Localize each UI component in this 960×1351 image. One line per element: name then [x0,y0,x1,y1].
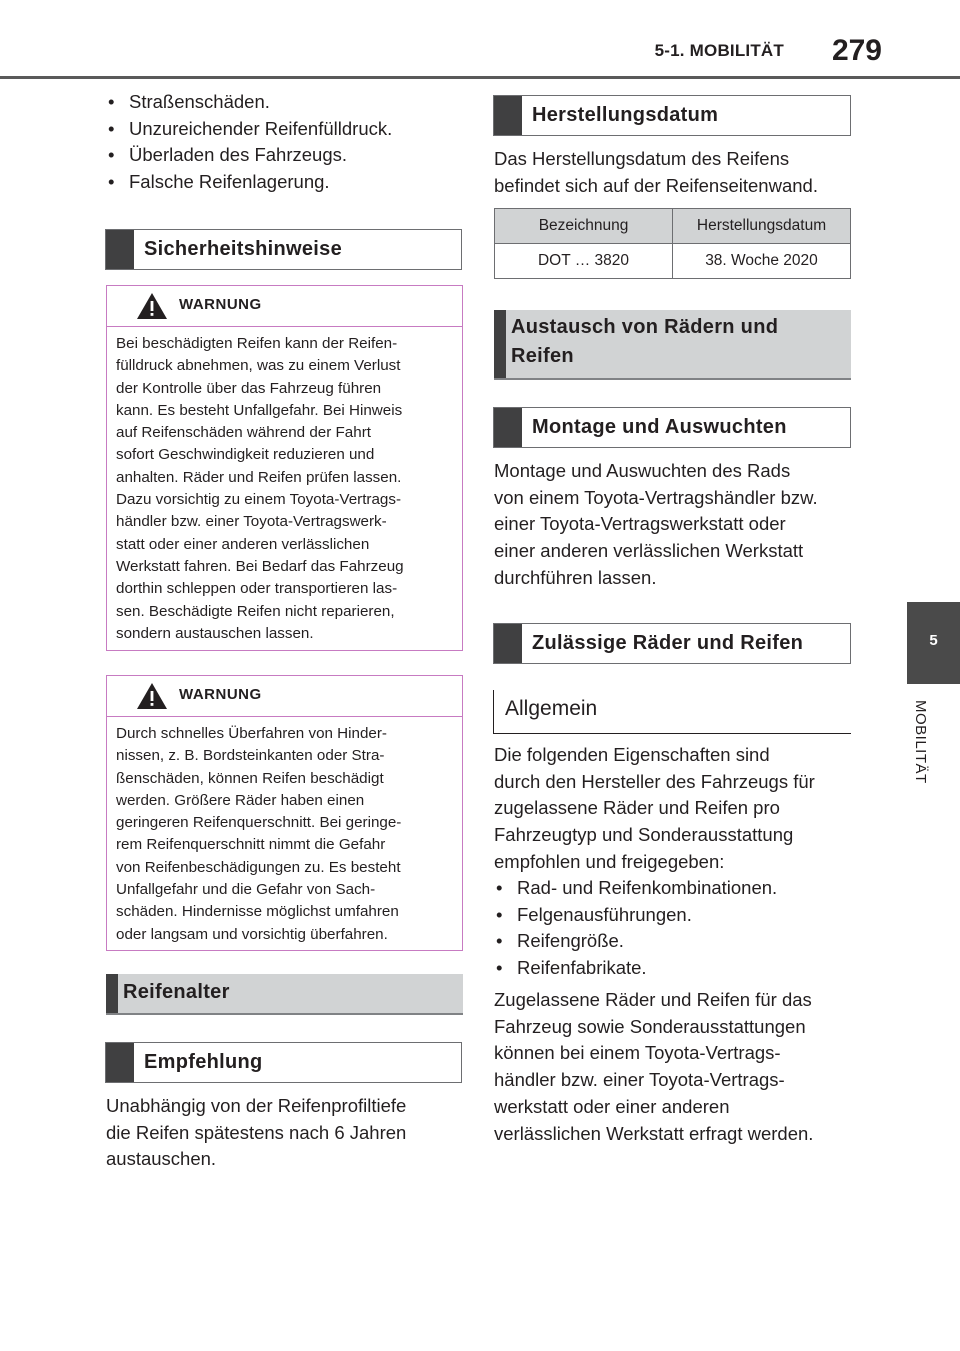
heading-bar [494,96,522,135]
list-item: • Überladen des Fahrzeugs. [102,142,462,169]
heading-bar [494,310,506,378]
text-line: ßenschäden, können Reifen beschädigt [116,769,384,787]
heading-text: Empfehlung [144,1051,263,1073]
text-line: Fahrzeug sowie Sonderausstattungen [494,1015,806,1037]
text-line: kann. Es besteht Unfallgefahr. Bei Hinweis [116,401,403,419]
text-line: verlässlichen Werkstatt erfragt werden. [494,1122,814,1144]
list-item: • Reifenfabrikate. [490,955,856,982]
text-line: zugelassene Räder und Reifen pro [494,797,780,819]
warning-triangle-icon [136,292,168,320]
text-line: Die folgenden Eigenschaften sind [494,744,770,765]
heading-permitted-wheels [493,623,851,664]
text-line: die Reifen spätestens nach 6 Jahren [106,1121,407,1143]
table-row [495,244,851,279]
warning-text [116,723,454,946]
manufacture-date-paragraph [494,146,856,199]
text-line: von einem Toyota-Vertragshändler bzw. [494,486,818,508]
damage-causes-list [102,89,462,196]
text-line: statt oder einer anderen verlässlichen [116,535,370,553]
table-cell: DOT … 3820 [495,244,673,279]
running-header-section: 5-1. MOBILITÄT [654,41,784,60]
text-line: einer Toyota-Vertragswerkstatt oder [494,513,786,535]
heading-replace-wheels [494,310,851,380]
heading-text: Herstellungsdatum [532,104,719,126]
header-rule [0,76,960,79]
text-line: befindet sich auf der Reifenseitenwand. [494,174,818,196]
heading-text [511,313,778,371]
text-line: rem Reifenquerschnitt nimmt die Gefahr [116,836,386,854]
text-line: nissen, z. B. Bordsteinkanten oder Stra- [116,747,385,765]
text-line: können bei einem Toyota-Vertrags- [494,1042,781,1064]
table-header-row [495,209,851,244]
text-line: händler bzw. einer Toyota-Vertragswerk- [116,513,387,531]
text-line: geringeren Reifenquerschnitt. Bei geringe- [116,814,402,832]
heading-recommendation [105,1042,462,1083]
text-line: händler bzw. einer Toyota-Vertrags- [494,1069,785,1091]
page-number: 279 [831,34,882,67]
text-line: Zugelassene Räder und Reifen für das [494,989,812,1010]
heading-line: Reifen [511,345,574,367]
list-item: • Reifengröße. [490,928,856,955]
text-line: sen. Beschädigte Reifen nicht reparieren, [116,602,395,620]
subheading-rule-vertical [493,690,494,733]
list-item: • Falsche Reifenlagerung. [102,169,462,196]
text-line: durch den Hersteller des Fahrzeugs für [494,770,815,792]
text-line: Fahrzeugtyp und Sonderausstattung [494,824,794,846]
general-bullet-list [490,875,856,982]
warning-box-2 [106,675,463,951]
text-line: oder langsam und vorsichtig überfahren. [116,925,388,943]
text-line: Das Herstellungsdatum des Reifens [494,148,790,169]
warning-header [107,676,462,717]
closing-paragraph [494,987,856,1147]
warning-text [116,333,454,645]
text-line: Unabhängig von der Reifenprofiltiefe [106,1095,407,1116]
text-line: werden. Größere Räder haben einen [116,791,365,809]
heading-mounting [493,407,851,448]
heading-text: Zulässige Räder und Reifen [532,632,804,654]
warning-triangle-icon [136,682,168,710]
table-cell: 38. Woche 2020 [673,244,851,279]
manufacture-date-table [494,208,851,279]
heading-tire-age [106,974,463,1015]
text-line: einer anderen verlässlichen Werkstatt [494,540,804,562]
subheading-text: Allgemein [505,697,598,720]
text-line: durchführen lassen. [494,566,657,588]
text-line: auf Reifenschäden während der Fahrt [116,424,371,442]
heading-bar [106,230,134,269]
text-line: fülldruck abnehmen, was zu einem Verlust [116,357,401,375]
list-item: • Felgenausführungen. [490,902,856,929]
text-line: Unfallgefahr und die Gefahr von Sach- [116,881,376,899]
list-item: • Straßenschäden. [102,89,462,116]
heading-text: Montage und Auswuchten [532,416,787,438]
subheading-general [493,686,851,734]
text-line: Dazu vorsichtig zu einem Toyota-Vertrags- [116,491,402,509]
mounting-paragraph [494,458,856,592]
text-line: sondern austauschen lassen. [116,624,314,642]
text-line: dorthin schleppen oder transportieren las- [116,580,398,598]
text-line: der Kontrolle über das Fahrzeug führen [116,379,382,397]
heading-bar [494,624,522,663]
general-paragraph [494,742,856,876]
subheading-rule-horizontal [493,733,851,734]
heading-text: Sicherheitshinweise [144,238,342,260]
list-item: • Unzureichender Reifenfülldruck. [102,116,462,143]
heading-safety [105,229,462,270]
chapter-tab [907,602,960,684]
heading-bar [494,408,522,447]
heading-bar [106,1043,134,1082]
text-line: sofort Geschwindigkeit reduzieren und [116,446,375,464]
recommendation-paragraph [106,1093,466,1173]
chapter-tab-number: 5 [929,632,938,649]
text-line: Bei beschädigten Reifen kann der Reifen- [116,335,398,352]
text-line: anhalten. Räder und Reifen prüfen lassen. [116,468,402,486]
text-line: austauschen. [106,1148,217,1170]
table-header-cell: Bezeichnung [495,209,673,244]
text-line: Durch schnelles Überfahren von Hinder- [116,725,387,742]
text-line: von Reifenbeschädigungen zu. Es besteht [116,858,401,876]
warning-box-1 [106,285,463,651]
heading-bar [106,974,118,1013]
chapter-tab-label: MOBILITÄT [912,700,929,784]
text-line: werkstatt oder einer anderen [494,1095,730,1117]
text-line: Werkstatt fahren. Bei Bedarf das Fahrzeug [116,557,404,575]
list-item: • Rad- und Reifenkombinationen. [490,875,856,902]
warning-title: WARNUNG [179,296,262,313]
text-line: Montage und Auswuchten des Rads [494,460,791,481]
heading-line: Austausch von Rädern und [511,316,779,338]
heading-manufacture-date [493,95,851,136]
warning-title: WARNUNG [179,686,262,703]
heading-text: Reifenalter [123,981,230,1003]
text-line: empfohlen und freigegeben: [494,850,725,872]
table-header-cell: Herstellungsdatum [673,209,851,244]
text-line: schäden. Hindernisse möglichst umfahren [116,903,399,921]
warning-header [107,286,462,327]
